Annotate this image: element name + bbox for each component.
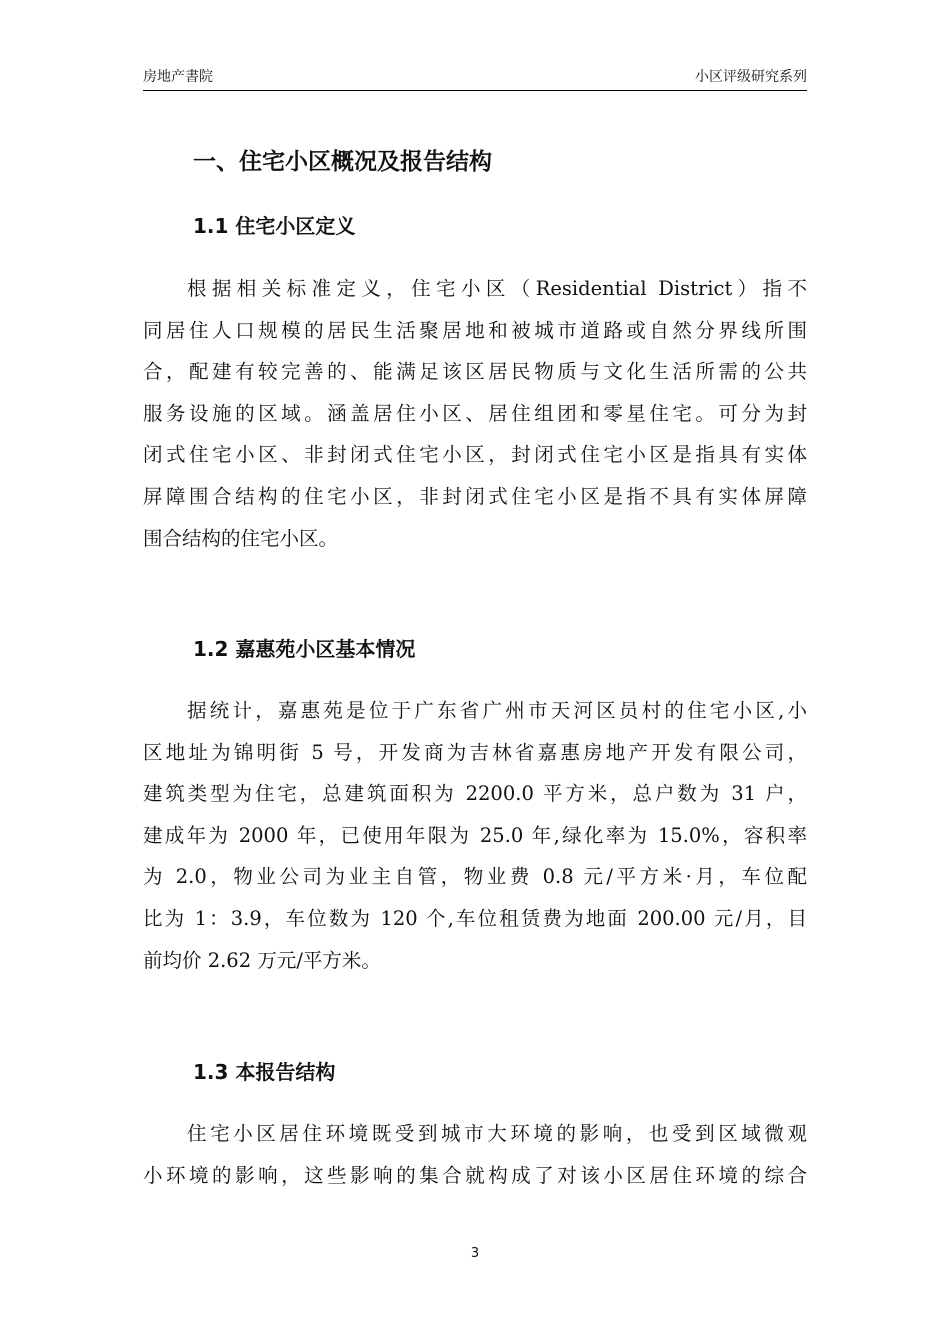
- header-right-title: 小区评级研究系列: [695, 69, 807, 85]
- paragraph-line: 为 2.0，物业公司为业主自管，物业费 0.8 元/平方米·月，车位配: [143, 865, 807, 889]
- section-1-1-paragraph: [143, 268, 807, 559]
- page-number: 3: [470, 1246, 480, 1261]
- paragraph-line: 住宅小区居住环境既受到城市大环境的影响，也受到区域微观: [187, 1122, 807, 1145]
- paragraph-line: 小环境的影响，这些影响的集合就构成了对该小区居住环境的综合: [143, 1163, 807, 1187]
- paragraph-line: 屏障围合结构的住宅小区，非封闭式住宅小区是指不具有实体屏障: [143, 484, 807, 508]
- paragraph-line: 根据相关标准定义，住宅小区（Residential District）指不: [187, 277, 807, 300]
- paragraph-line: 同居住人口规模的居民生活聚居地和被城市道路或自然分界线所围: [143, 318, 807, 342]
- section-heading-1-2: 1.2 嘉惠苑小区基本情况: [193, 637, 416, 661]
- section-1-2-paragraph: [143, 690, 807, 981]
- paragraph-line: 建成年为 2000 年，已使用年限为 25.0 年,绿化率为 15.0%，容积率: [143, 823, 807, 847]
- paragraph-line: 合，配建有较完善的、能满足该区居民物质与文化生活所需的公共: [143, 360, 807, 384]
- section-heading-1-1: 1.1 住宅小区定义: [193, 214, 356, 238]
- paragraph-line: 服务设施的区域。涵盖居住小区、居住组团和零星住宅。可分为封: [143, 401, 807, 425]
- paragraph-line: 围合结构的住宅小区。: [143, 526, 339, 550]
- header-left-title: 房地产書院: [143, 69, 213, 85]
- section-1-3-paragraph: [143, 1113, 807, 1196]
- paragraph-line: 据统计，嘉惠苑是位于广东省广州市天河区员村的住宅小区,小: [187, 699, 807, 722]
- paragraph-line: 区地址为锦明街 5 号，开发商为吉林省嘉惠房地产开发有限公司，: [143, 740, 807, 764]
- page-header: [143, 66, 807, 91]
- paragraph-line: 建筑类型为住宅，总建筑面积为 2200.0 平方米，总户数为 31 户，: [143, 782, 807, 806]
- chapter-heading: 一、住宅小区概况及报告结构: [193, 149, 492, 175]
- paragraph-line: 比为 1：3.9，车位数为 120 个,车位租赁费为地面 200.00 元/月，目: [143, 906, 807, 930]
- section-heading-1-3: 1.3 本报告结构: [193, 1060, 336, 1084]
- paragraph-line: 闭式住宅小区、非封闭式住宅小区，封闭式住宅小区是指具有实体: [143, 443, 807, 467]
- paragraph-line: 前均价 2.62 万元/平方米。: [143, 948, 381, 972]
